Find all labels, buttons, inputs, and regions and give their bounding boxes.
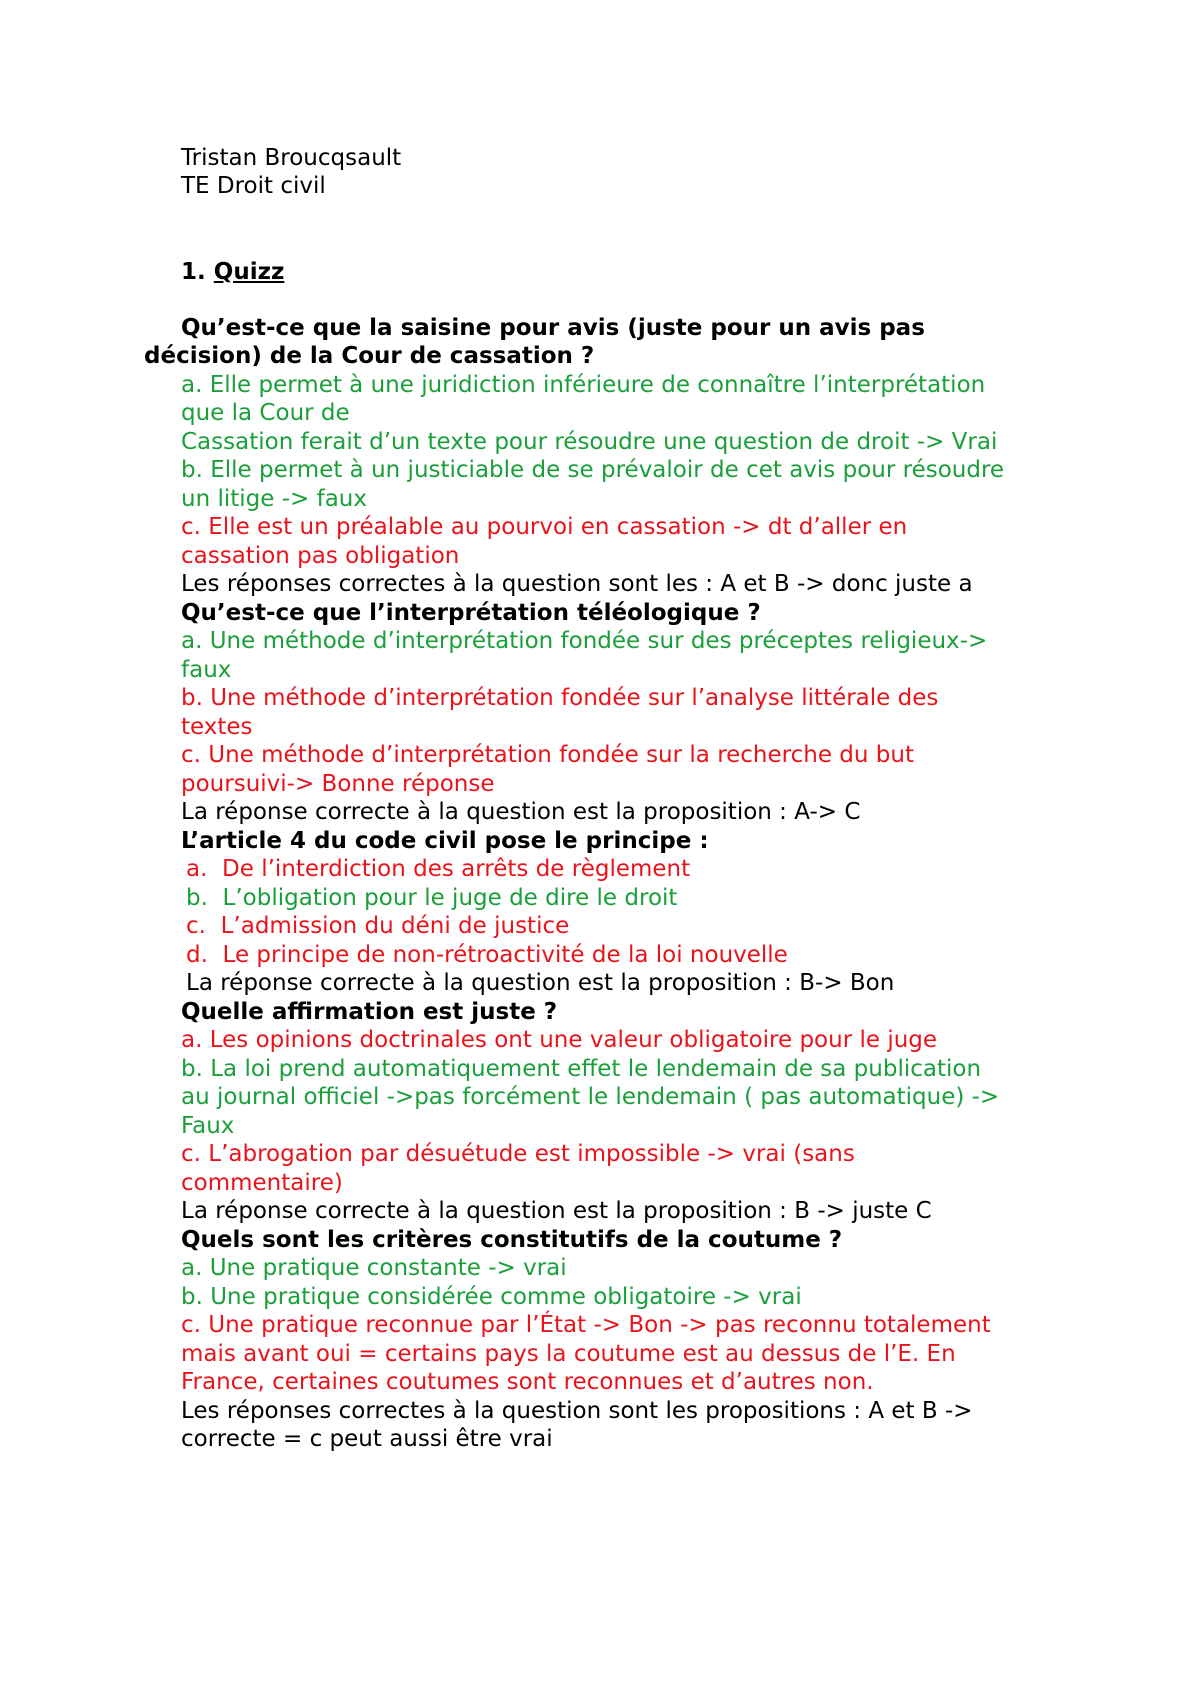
q5-question: Quels sont les critères constitutifs de la coutume ? — [181, 1227, 843, 1253]
q4-answer: La réponse correcte à la question est la proposition : B -> juste C — [181, 1198, 932, 1224]
q2-answer: La réponse correcte à la question est la proposition : A-> C — [181, 799, 861, 825]
q2-option-b-line1: b. Une méthode d’interprétation fondée sur l’analyse littérale des — [181, 685, 939, 711]
course-title: TE Droit civil — [181, 173, 326, 199]
q5-answer-line2: correcte = c peut aussi être vrai — [181, 1426, 553, 1452]
q4-option-b-line1: b. La loi prend automatiquement effet le lendemain de sa publication — [181, 1056, 982, 1082]
q2-option-a-line1: a. Une méthode d’interprétation fondée sur des préceptes religieux-> — [181, 628, 988, 654]
q3-option-c — [186, 912, 569, 940]
q2-option-c-line2: poursuivi-> Bonne réponse — [181, 771, 495, 797]
q3-question: L’article 4 du code civil pose le principe : — [181, 828, 709, 854]
q4-option-b-line3: Faux — [181, 1113, 235, 1139]
q4-option-c-line1: c. L’abrogation par désuétude est impossible -> vrai (sans — [181, 1141, 855, 1167]
q4-option-a: a. Les opinions doctrinales ont une valeur obligatoire pour le juge — [181, 1027, 938, 1053]
q1-option-a-line2: que la Cour de — [181, 400, 350, 426]
q1-answer: Les réponses correctes à la question sont les : A et B -> donc juste a — [181, 571, 973, 597]
q5-answer-line1: Les réponses correctes à la question sont les propositions : A et B -> — [181, 1398, 973, 1424]
q1-option-c-line2: cassation pas obligation — [181, 543, 460, 569]
q3-option-b-letter: b. — [186, 885, 208, 911]
q1-option-a-line3: Cassation ferait d’un texte pour résoudre une question de droit -> Vrai — [181, 429, 998, 455]
q5-option-c-line3: France, certaines coutumes sont reconnues et d’autres non. — [181, 1369, 874, 1395]
q3-option-d — [186, 941, 788, 969]
q3-option-a-letter: a. — [186, 856, 208, 882]
q3-option-b — [186, 884, 677, 912]
q3-option-a-text: De l’interdiction des arrêts de règlement — [222, 856, 691, 882]
q1-option-a-line1: a. Elle permet à une juridiction inférieure de connaître l’interprétation — [181, 372, 986, 398]
q5-option-a: a. Une pratique constante -> vrai — [181, 1255, 567, 1281]
q2-question: Qu’est-ce que l’interprétation téléologique ? — [181, 600, 761, 626]
q5-option-c-line2: mais avant oui = certains pays la coutume est au dessus de l’E. En — [181, 1341, 956, 1367]
q4-question: Quelle affirmation est juste ? — [181, 999, 558, 1025]
q3-option-c-text: L’admission du déni de justice — [220, 913, 570, 939]
q5-option-b: b. Une pratique considérée comme obligatoire -> vrai — [181, 1284, 802, 1310]
q1-option-c-line1: c. Elle est un préalable au pourvoi en cassation -> dt d’aller en — [181, 514, 908, 540]
q2-option-b-line2: textes — [181, 714, 253, 740]
section-title: Quizz — [213, 259, 285, 285]
q1-question-line2: décision) de la Cour de cassation ? — [144, 343, 595, 369]
q5-option-c-line1: c. Une pratique reconnue par l’État -> Bon -> pas reconnu totalement — [181, 1312, 991, 1338]
q1-option-b-line1: b. Elle permet à un justiciable de se prévaloir de cet avis pour résoudre — [181, 457, 1005, 483]
q3-option-d-text: Le principe de non-rétroactivité de la loi nouvelle — [222, 942, 788, 968]
section-heading — [181, 258, 284, 286]
q3-answer: La réponse correcte à la question est la proposition : B-> Bon — [186, 970, 895, 996]
q3-option-c-letter: c. — [186, 913, 206, 939]
q2-option-c-line1: c. Une méthode d’interprétation fondée sur la recherche du but — [181, 742, 914, 768]
q4-option-b-line2: au journal officiel ->pas forcément le lendemain ( pas automatique) -> — [181, 1084, 1000, 1110]
q3-option-b-text: L’obligation pour le juge de dire le droit — [222, 885, 678, 911]
q4-option-c-line2: commentaire) — [181, 1170, 343, 1196]
q1-option-b-line2: un litige -> faux — [181, 486, 367, 512]
q1-question-line1: Qu’est-ce que la saisine pour avis (juste pour un avis pas — [181, 315, 925, 341]
q3-option-a — [186, 855, 690, 883]
q2-option-a-line2: faux — [181, 657, 232, 683]
author-name: Tristan Broucqsault — [181, 145, 402, 171]
q3-option-d-letter: d. — [186, 942, 208, 968]
section-number: 1. — [181, 259, 206, 285]
